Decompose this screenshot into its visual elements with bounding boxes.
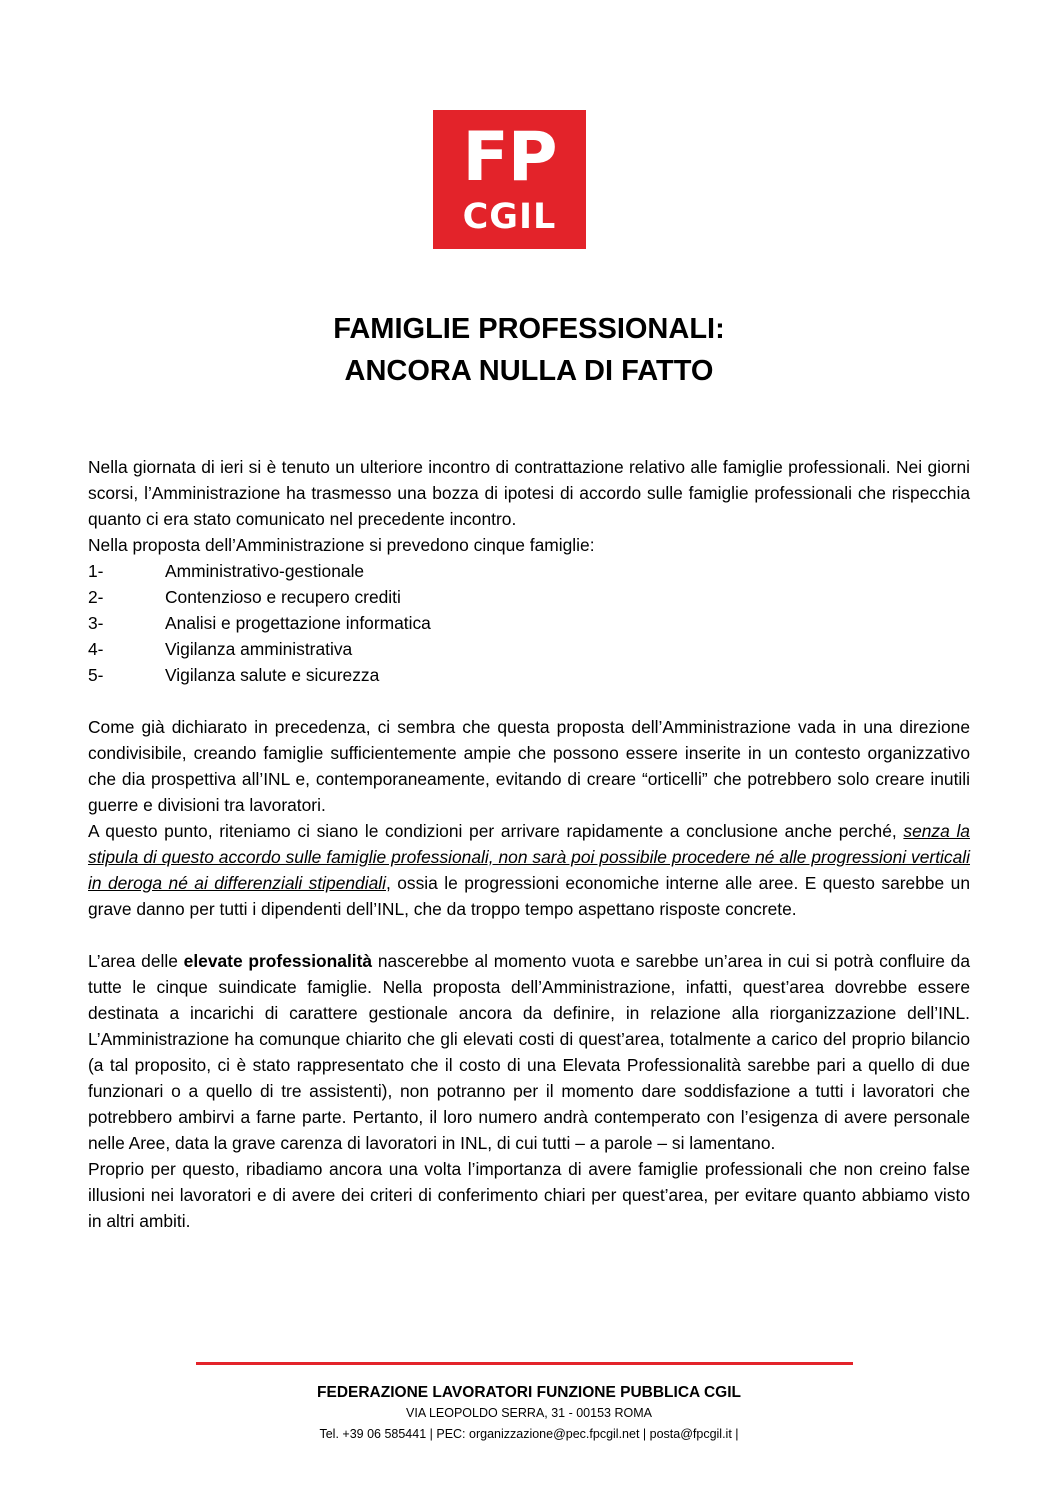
document-body [88, 454, 970, 1234]
families-list [88, 558, 970, 688]
title-line-1: FAMIGLIE PROFESSIONALI: [333, 313, 725, 345]
list-item-label: Contenzioso e recupero crediti [165, 587, 401, 607]
footer-divider [196, 1362, 853, 1365]
assessment-paragraph: Come già dichiarato in precedenza, ci sembra che questa proposta dell’Amministrazione vada in una direzione condivisibile, creando famiglie sufficientemente ampie che possono essere inserite in un contesto organizzativo che dia prospettiva all’INL e, contemporaneamente, evitando di creare “orticelli” che potrebbero solo creare inutili guerre e divisioni tra lavoratori. [88, 717, 970, 815]
list-item-label: Vigilanza salute e sicurezza [165, 665, 380, 685]
ep-text-start: L’area delle [88, 951, 184, 971]
logo-cgil-text: CGIL [462, 197, 557, 237]
list-item-number: 2- [88, 587, 104, 607]
elevated-professionalism-paragraph [88, 948, 970, 1156]
conclusion-text-end: , ossia le progressioni economiche interne alle aree. E questo sarebbe un grave danno per tutti i dipendenti dell’INL, che da troppo tempo aspettano risposte concrete. [88, 873, 970, 919]
footer [0, 1382, 1058, 1445]
conclusion-text-start: A questo punto, riteniamo ci siano le condizioni per arrivare rapidamente a conclusione anche perché, [88, 821, 904, 841]
list-item-number: 1- [88, 561, 104, 581]
list-item [88, 558, 970, 584]
intro-paragraph: Nella giornata di ieri si è tenuto un ulteriore incontro di contrattazione relativo alle famiglie professionali. Nei giorni scorsi, l’Amministrazione ha trasmesso una bozza di ipotesi di accordo sulle famiglie professionali che rispecchia quanto ci era stato comunicato nel precedente incontro. [88, 457, 970, 529]
footer-contacts: Tel. +39 06 585441 | PEC: organizzazione@pec.fpcgil.net | posta@fpcgil.it | [319, 1427, 739, 1441]
document-title [0, 308, 1058, 392]
emphasized-warning: senza la stipula di questo accordo sulle famiglie professionali, non sarà poi possibile procedere né alle progressioni verticali in deroga né ai differenziali stipendiali [88, 821, 970, 893]
list-item [88, 662, 970, 688]
conclusion-paragraph [88, 818, 970, 922]
list-item [88, 610, 970, 636]
list-item-number: 4- [88, 639, 104, 659]
list-item-number: 3- [88, 613, 104, 633]
list-item [88, 584, 970, 610]
list-item [88, 636, 970, 662]
paragraph-spacer [88, 922, 970, 948]
ep-text-end: nascerebbe al momento vuota e sarebbe un’area in cui si potrà confluire da tutte le cinque suindicate famiglie. Nella proposta dell’Amministrazione, infatti, quest’area dovrebbe essere destinata a incarichi di carattere gestionale ancora da definire, in relazione alla riorganizzazione dell’INL. L’Amministrazione ha comunque chiarito che gli elevati costi di quest’area, totalmente a carico del proprio bilancio (a tal proposito, ci è stato rappresentato che il costo di una Elevata Professionalità sarebbe pari a quello di due funzionari o a quello di tre assistenti), non potranno per il momento dare soddisfazione a tutti i lavoratori che potrebbero ambirvi a farne parte. Pertanto, il loro numero andrà contemperato con l’esigenza di avere personale nelle Aree, data la grave carenza di lavoratori in INL, di cui tutti – a parole – si lamentano. [88, 951, 971, 1153]
list-item-label: Vigilanza amministrativa [165, 639, 353, 659]
list-item-label: Analisi e progettazione informatica [165, 613, 431, 633]
ep-bold-term: elevate professionalità [183, 951, 373, 971]
footer-address: VIA LEOPOLDO SERRA, 31 - 00153 ROMA [406, 1406, 652, 1420]
list-item-label: Amministrativo-gestionale [165, 561, 365, 581]
footer-organization: FEDERAZIONE LAVORATORI FUNZIONE PUBBLICA CGIL [317, 1384, 741, 1401]
list-item-number: 5- [88, 665, 104, 685]
fp-cgil-logo [433, 110, 586, 249]
families-list-intro: Nella proposta dell’Amministrazione si prevedono cinque famiglie: [88, 535, 595, 555]
title-line-2: ANCORA NULLA DI FATTO [344, 355, 714, 387]
closing-paragraph: Proprio per questo, ribadiamo ancora una volta l’importanza di avere famiglie professionali che non creino false illusioni nei lavoratori e di avere dei criteri di conferimento chiari per quest’area, per evitare quanto abbiamo visto in altri ambiti. [88, 1159, 970, 1231]
logo-fp-text: FP [462, 118, 557, 197]
paragraph-spacer [88, 688, 970, 714]
